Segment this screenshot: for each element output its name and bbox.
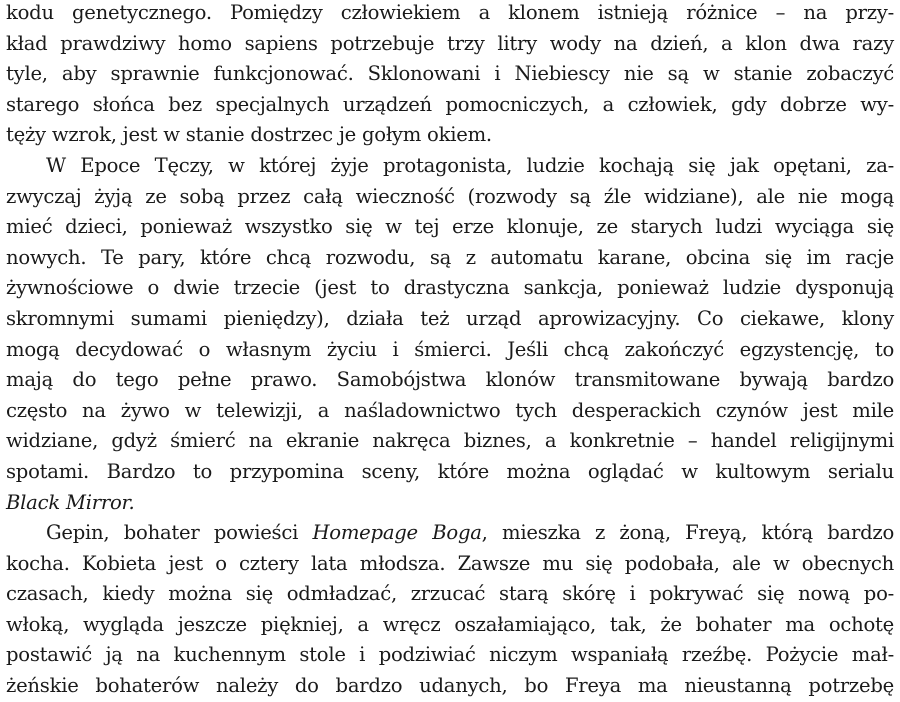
text-line: mają do tego pełne prawo. Samobójstwa klonów transmitowane bywają bardzo: [6, 368, 894, 392]
text-line: mieć dzieci, ponieważ wszystko się w tej erze klonuje, ze starych ludzi wyciąga się: [6, 215, 894, 239]
text-line: nowych. Te pary, które chcą rozwodu, są z automatu karane, obcina się im racje: [6, 245, 894, 269]
paragraph-2: [6, 151, 894, 518]
text-line: spotami. Bardzo to przypomina sceny, które można oglądać w kultowym serialu: [6, 459, 894, 483]
italic-title: Black Mirror.: [6, 490, 135, 514]
text-line: tyle, aby sprawnie funkcjonować. Sklonowani i Niebiescy nie są w stanie zobaczyć: [6, 62, 894, 86]
text-line: żywnościowe o dwie trzecie (jest to drastyczna sankcja, ponieważ ludzie dysponują: [6, 276, 894, 300]
paragraph-1: [6, 0, 894, 151]
text-line: często na żywo w telewizji, a naśladownictwo tych desperackich czynów jest mile: [6, 398, 894, 422]
text-line: W Epoce Tęczy, w której żyje protagonista, ludzie kochają się jak opętani, za-: [46, 153, 894, 177]
text-line: żeńskie bohaterów należy do bardzo udanych, bo Freya ma nieustanną potrzebę: [6, 674, 894, 698]
text-line: zwyczaj żyją ze sobą przez całą wieczność (rozwody są źle widziane), ale nie mogą: [6, 184, 894, 208]
document-page: [6, 0, 894, 702]
text-line: Gepin, bohater powieści Homepage Boga, mieszka z żoną, Freyą, którą bardzo: [46, 521, 894, 545]
text-line: skromnymi sumami pieniędzy), działa też urząd aprowizacyjny. Co ciekawe, klony: [6, 306, 894, 330]
text-line: mogą decydować o własnym życiu i śmierci. Jeśli chcą zakończyć egzystencję, to: [6, 337, 894, 361]
text-line: kocha. Kobieta jest o cztery lata młodsza. Zawsze mu się podobała, ale w obecnych: [6, 551, 894, 575]
text-line: [6, 488, 894, 519]
text-line: włoką, wygląda jeszcze piękniej, a wręcz oszałamiająco, tak, że bohater ma ochotę: [6, 612, 894, 636]
text-line: kodu genetycznego. Pomiędzy człowiekiem a klonem istnieją różnice – na przy-: [6, 1, 894, 24]
text-line: postawić ją na kuchennym stole i podziwiać niczym wspaniałą rzeźbę. Pożycie mał-: [6, 643, 894, 667]
text-line: czasach, kiedy można się odmładzać, zrzucać starą skórę i pokrywać się nową po-: [6, 582, 894, 606]
italic-title: Homepage Boga: [312, 521, 482, 545]
paragraph-3: [6, 518, 894, 702]
text-line: kład prawdziwy homo sapiens potrzebuje trzy litry wody na dzień, a klon dwa razy: [6, 31, 894, 55]
text-line: starego słońca bez specjalnych urządzeń pomocniczych, a człowiek, gdy dobrze wy-: [6, 92, 894, 116]
text-line: tęży wzrok, jest w stanie dostrzec je gołym okiem.: [6, 123, 492, 147]
text-line: widziane, gdyż śmierć na ekranie nakręca biznes, a konkretnie – handel religijnymi: [6, 429, 894, 453]
